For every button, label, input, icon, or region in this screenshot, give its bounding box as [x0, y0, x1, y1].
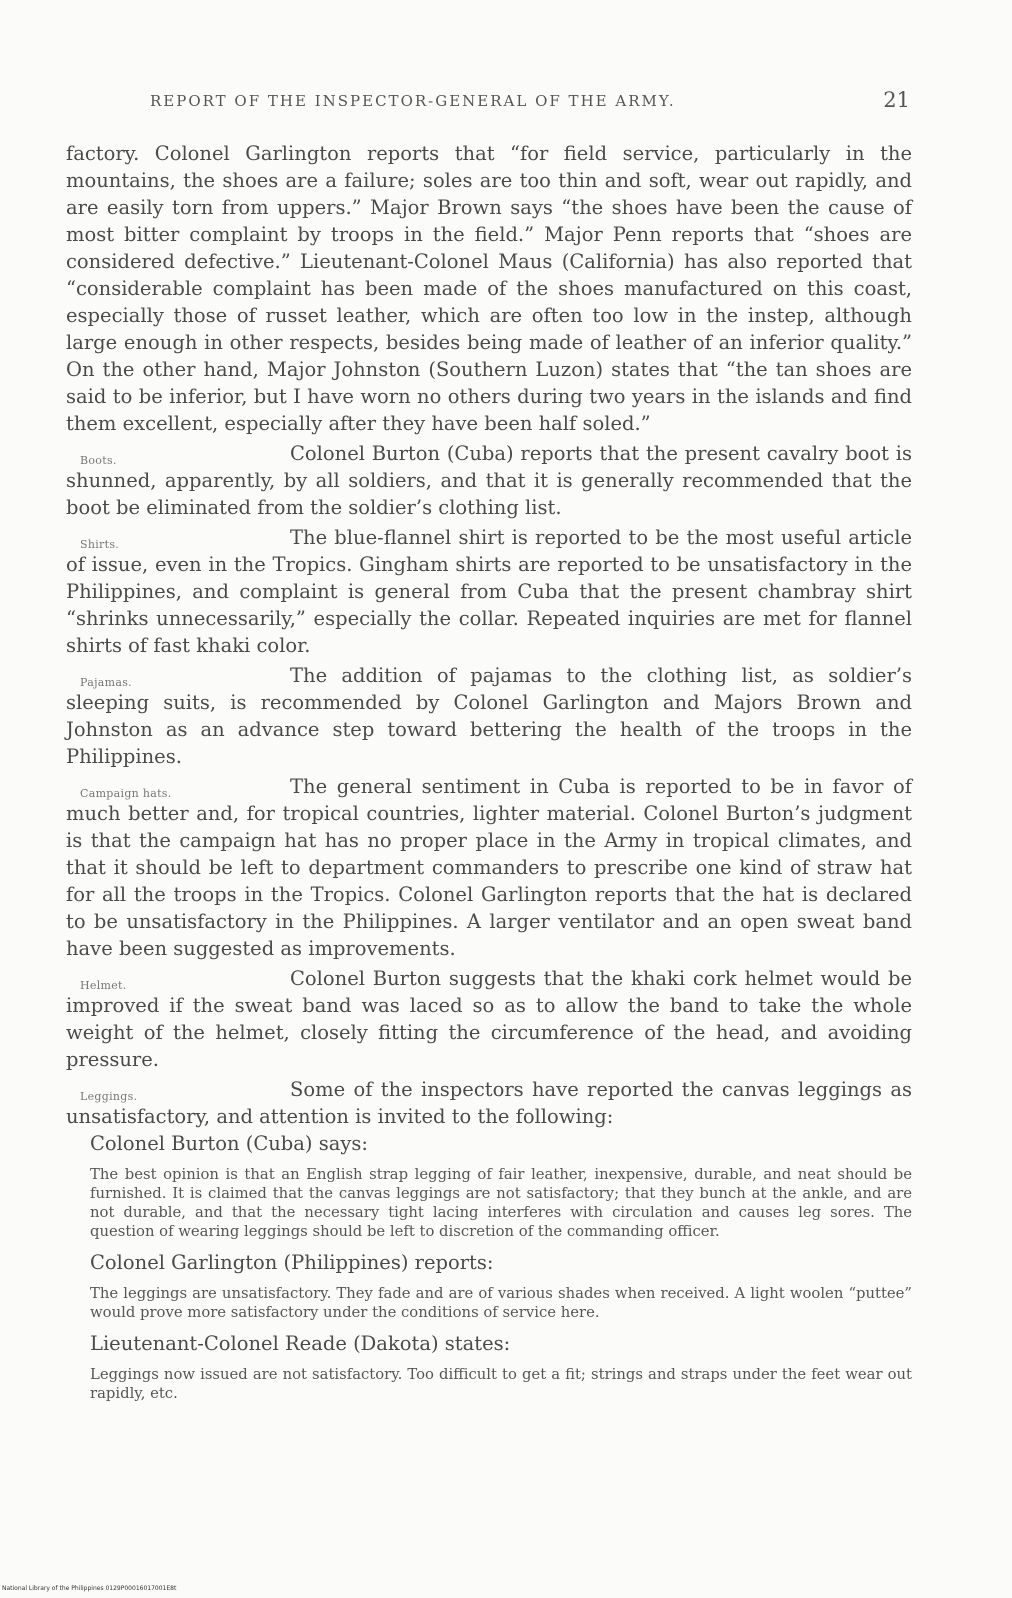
- block-quote-reade: Leggings now issued are not satisfactory. Too difficult to get a fit; strings and straps under the feet wear out rapidly, etc.: [90, 1366, 912, 1402]
- paragraph-pajamas: The addition of pajamas to the clothing list, as soldier’s sleeping suits, is recommended by Colonel Garlington and Majors Brown and Johnston as an advance step toward bettering the health of the troops in the Philippines.: [66, 664, 912, 768]
- side-note-pajamas: Pajamas.: [80, 676, 132, 689]
- block-quote-burton: The best opinion is that an English strap legging of fair leather, inexpensive, durable, and neat should be furnished. It is claimed that the canvas leggings are not satisfactory; that they bunch at the ankle, and are not durable, and that the necessary tight lacing interferes with circulation and causes leg sores. The question of wearing leggings should be left to discretion of the commanding officer.: [90, 1166, 912, 1240]
- scan-footer: National Library of the Philippines 0129P00016017001E8t: [2, 1585, 177, 1592]
- side-note-campaign-hats: Campaign hats.: [80, 787, 172, 800]
- section-shirts: [66, 524, 912, 659]
- paragraph-campaign-hats: The general sentiment in Cuba is reported to be in favor of much better and, for tropical countries, lighter material. Colonel Burton’s judgment is that the campaign hat has no proper place in the Army in tropical climates, and that it should be left to department commanders to prescribe one kind of straw hat for all the troops in the Tropics. Colonel Garlington reports that the hat is declared to be unsatisfactory in the Philippines. A larger ventilator and an open sweat band have been suggested as improvements.: [66, 775, 912, 960]
- paragraph-shirts: The blue-flannel shirt is reported to be the most useful article of issue, even in the Tropics. Gingham shirts are reported to be unsatisfactory in the Philippines, and complaint is general from Cuba that the present chambray shirt “shrinks unnecessarily,” especially the collar. Repeated inquiries are met for flannel shirts of fast khaki color.: [66, 526, 912, 657]
- header-title: REPORT OF THE INSPECTOR-GENERAL OF THE ARMY.: [150, 92, 676, 110]
- section-pajamas: [66, 662, 912, 770]
- paragraph-helmet: Colonel Burton suggests that the khaki cork helmet would be improved if the sweat band was laced so as to allow the band to take the whole weight of the helmet, closely fitting the circumference of the head, and avoiding pressure.: [66, 967, 912, 1071]
- page-number: 21: [883, 88, 910, 112]
- running-header: [150, 88, 910, 112]
- section-helmet: [66, 965, 912, 1073]
- section-leggings: [66, 1076, 912, 1130]
- paragraph-leggings: Some of the inspectors have reported the canvas leggings as unsatisfactory, and attention is invited to the following:: [66, 1078, 912, 1128]
- side-note-shirts: Shirts.: [80, 538, 120, 551]
- block-quote-garlington: The leggings are unsatisfactory. They fade and are of various shades when received. A light woolen “puttee” would prove more satisfactory under the conditions of service here.: [90, 1285, 912, 1321]
- paragraph-boots: Colonel Burton (Cuba) reports that the present cavalry boot is shunned, apparently, by all soldiers, and that it is generally recommended that the boot be eliminated from the soldier’s clothing list.: [66, 442, 912, 519]
- quote-intro-garlington: Colonel Garlington (Philippines) reports:: [90, 1251, 494, 1274]
- quote-intro-burton: Colonel Burton (Cuba) says:: [90, 1132, 368, 1155]
- body-text: [66, 140, 912, 1411]
- side-note-helmet: Helmet.: [80, 979, 127, 992]
- quote-intro-reade: Lieutenant-Colonel Reade (Dakota) states:: [90, 1332, 511, 1355]
- section-boots: [66, 440, 912, 521]
- side-note-boots: Boots.: [80, 454, 117, 467]
- section-campaign-hats: [66, 773, 912, 962]
- paragraph-shoes: factory. Colonel Garlington reports that “for field service, particularly in the mountains, the shoes are a failure; soles are too thin and soft, wear out rapidly, and are easily torn from uppers.” Major Brown says “the shoes have been the cause of most bitter complaint by troops in the field.” Major Penn reports that “shoes are considered defective.” Lieutenant-Colonel Maus (California) has also reported that “considerable complaint has been made of the shoes manufactured on this coast, especially those of russet leather, which are often too low in the instep, although large enough in other respects, besides being made of leather of an inferior quality.” On the other hand, Major Johnston (Southern Luzon) states that “the tan shoes are said to be inferior, but I have worn no others during two years in the islands and find them excellent, especially after they have been half soled.”: [66, 142, 912, 435]
- side-note-leggings: Leggings.: [80, 1090, 138, 1103]
